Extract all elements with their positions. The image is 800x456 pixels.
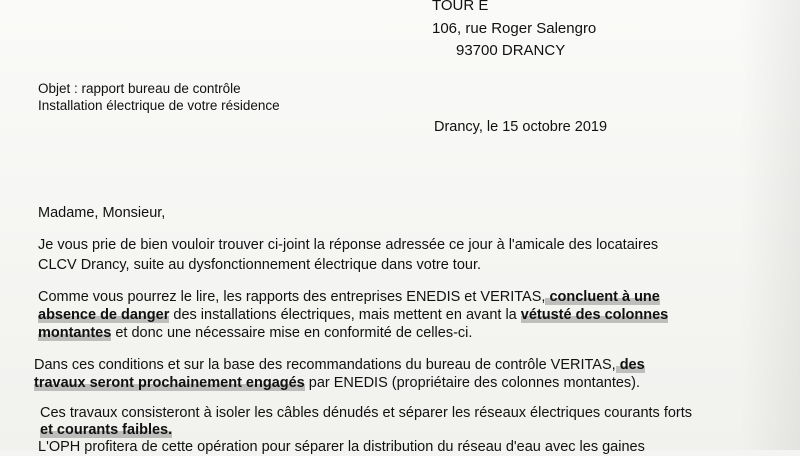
paragraph-3-line-2: [34, 374, 640, 392]
paragraph-3-text: par ENEDIS (propriétaire des colonnes montantes).: [304, 375, 641, 391]
subject-line-1: Objet : rapport bureau de contrôle: [38, 81, 241, 96]
highlight-no-danger: absence de danger: [38, 307, 170, 323]
paragraph-2-text: et donc une nécessaire mise en conformité de celles-ci.: [111, 325, 473, 341]
paragraph-2-text: Comme vous pourrez le lire, les rapports des entreprises ENEDIS et VERITAS,: [38, 289, 546, 305]
recipient-line-1: TOUR E: [432, 0, 489, 14]
highlight-weak-currents: et courants faibles.: [40, 422, 173, 438]
highlight-works-engaged: travaux seront prochainement engagés: [34, 375, 305, 391]
paragraph-4-line-2: [40, 421, 172, 439]
highlight-conclusion: concluent à une: [545, 289, 660, 305]
paragraph-1-line-1: Je vous prie de bien vouloir trouver ci-joint la réponse adressée ce jour à l'amicale des locataires: [38, 237, 659, 253]
salutation: Madame, Monsieur,: [38, 205, 166, 221]
subject-line-2: Installation électrique de votre résidence: [38, 98, 280, 113]
paragraph-1-line-2: CLCV Drancy, suite au dysfonctionnement électrique dans votre tour.: [38, 257, 482, 273]
recipient-line-3: 93700 DRANCY: [456, 42, 566, 59]
paragraph-4-line-1: Ces travaux consisteront à isoler les câbles dénudés et séparer les réseaux électriques courants forts: [40, 405, 693, 421]
letter-date: Drancy, le 15 octobre 2019: [434, 119, 608, 135]
highlight-columns: montantes: [38, 325, 112, 341]
recipient-line-2: 106, rue Roger Salengro: [432, 20, 597, 37]
paragraph-3-text: Dans ces conditions et sur la base des recommandations du bureau de contrôle VERITAS,: [34, 357, 616, 373]
paragraph-2-text: des installations électriques, mais mettent en avant la: [169, 307, 521, 323]
paragraph-2-line-2: [38, 306, 668, 324]
highlight-obsolescence: vétusté des colonnes: [520, 307, 669, 323]
paragraph-2-line-1: [38, 288, 660, 306]
scan-shadow: [740, 0, 800, 450]
paragraph-3-line-1: [34, 356, 645, 374]
paragraph-2-line-3: [38, 324, 472, 342]
highlight-works: des: [615, 357, 645, 373]
paragraph-4-line-3: L'OPH profitera de cette opération pour séparer la distribution du réseau d'eau avec les gaines: [38, 439, 645, 455]
